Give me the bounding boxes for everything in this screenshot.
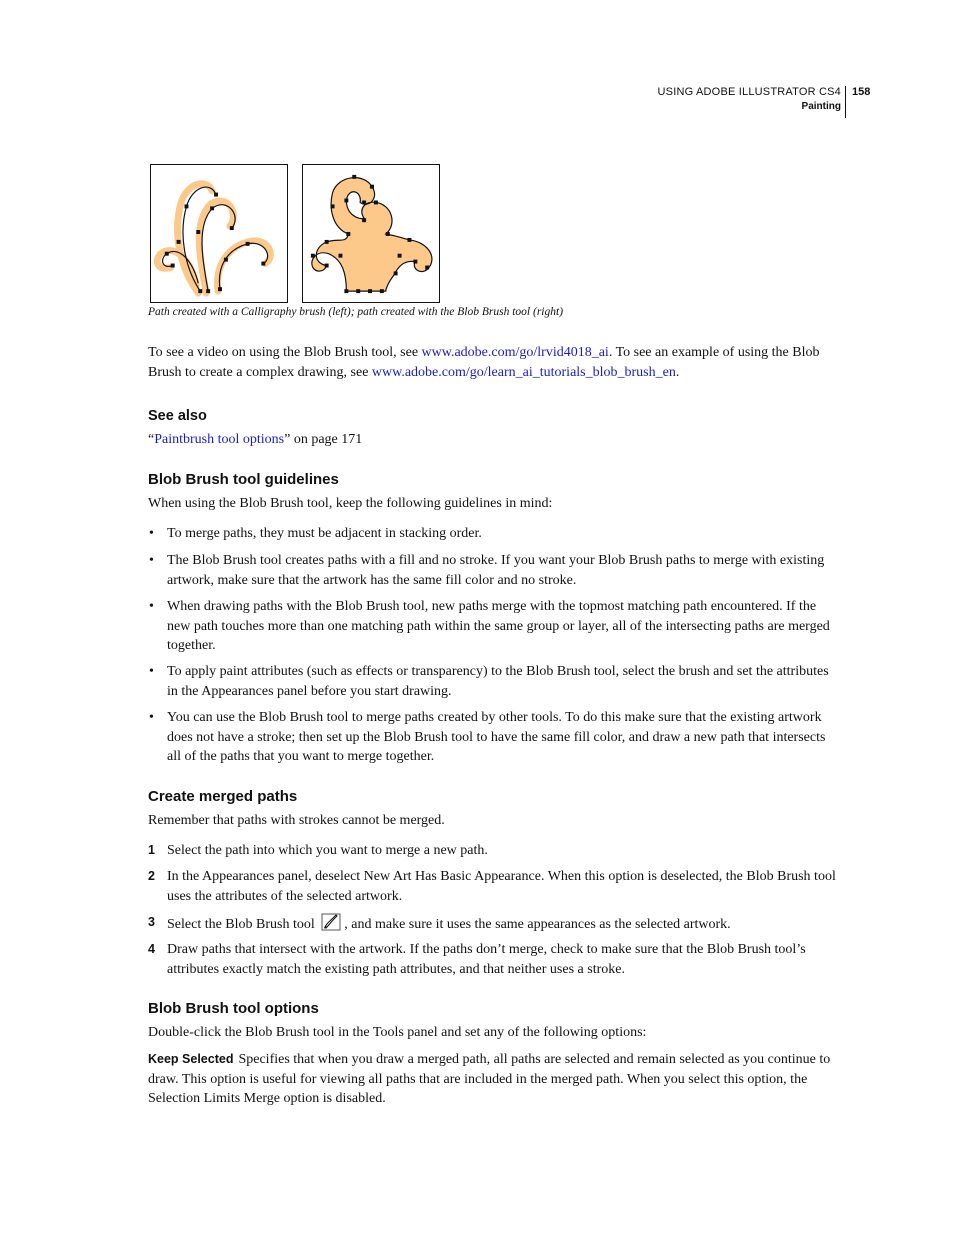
see-also-reference	[148, 430, 840, 450]
step-number: 3	[148, 915, 155, 929]
step-number: 1	[148, 843, 155, 857]
keep-selected-term: Keep Selected	[148, 1052, 234, 1066]
step-text-part: Select the Blob Brush tool	[167, 917, 319, 932]
page-number: 158	[852, 86, 871, 98]
guidelines-heading: Blob Brush tool guidelines	[148, 471, 339, 488]
intro-text-3: .	[675, 365, 680, 380]
bullet-mark: •	[149, 664, 154, 679]
guidelines-intro: When using the Blob Brush tool, keep the following guidelines in mind:	[148, 496, 553, 511]
bullet-mark: •	[149, 599, 154, 614]
step-text	[167, 913, 839, 935]
running-header	[658, 86, 841, 112]
figure-caption: Path created with a Calligraphy brush (left); path created with the Blob Brush tool (right)	[148, 306, 564, 318]
video-link[interactable]: www.adobe.com/go/lrvid4018_ai	[421, 345, 609, 360]
blob-brush-figure	[302, 164, 440, 303]
bullet-mark: •	[149, 526, 154, 541]
list-item-text: When drawing paths with the Blob Brush tool, new paths merge with the topmost matching path encountered. If the new path touches more than one matching path within the same group or layer, all of the intersecting paths are merged together.	[167, 599, 830, 654]
step-number: 2	[148, 869, 155, 883]
merged-paths-heading: Create merged paths	[148, 788, 298, 805]
page-reference: ” on page 171	[284, 432, 363, 447]
video-intro-paragraph	[148, 343, 840, 383]
step-text: In the Appearances panel, deselect New Art Has Basic Appearance. When this option is deselected, the Blob Brush tool uses the attributes of the selected artwork.	[167, 869, 836, 904]
merged-paths-intro: Remember that paths with strokes cannot be merged.	[148, 813, 445, 828]
calligraphy-path-illustration	[151, 165, 287, 302]
list-item-text: To apply paint attributes (such as effects or transparency) to the Blob Brush tool, select the brush and set the attributes in the Appearances panel before you start drawing.	[167, 664, 829, 699]
calligraphy-brush-figure	[150, 164, 288, 303]
options-intro: Double-click the Blob Brush tool in the Tools panel and set any of the following options:	[148, 1025, 647, 1040]
keep-selected-description: Specifies that when you draw a merged path, all paths are selected and remain selected as you continue to draw. This option is useful for viewing all paths that are included in the merged path. When you select this option, the Selection Limits Merge option is disabled.	[148, 1052, 831, 1107]
step-text-part: , and make sure it uses the same appearances as the selected artwork.	[344, 917, 731, 932]
section-title: Painting	[801, 101, 841, 112]
bullet-mark: •	[149, 553, 154, 568]
list-item-text: You can use the Blob Brush tool to merge paths created by other tools. To do this make sure that the existing artwork does not have a stroke; then set up the Blob Brush tool to have the same fill color, and draw a new path that intersects all of the paths that you want to merge together.	[167, 710, 826, 765]
list-item-text: To merge paths, they must be adjacent in stacking order.	[167, 526, 482, 541]
open-quote: “	[148, 432, 155, 447]
blob-brush-path-illustration	[303, 165, 439, 302]
paintbrush-options-link[interactable]: Paintbrush tool options	[154, 432, 285, 447]
header-divider	[845, 86, 846, 118]
blob-brush-tool-icon	[321, 913, 341, 931]
book-title: USING ADOBE ILLUSTRATOR CS4	[657, 86, 841, 98]
keep-selected-option	[148, 1050, 840, 1109]
step-text: Draw paths that intersect with the artwork. If the paths don’t merge, check to make sure that the Blob Brush tool’s attributes exactly match the existing path attributes, and that neither uses a stroke.	[167, 942, 806, 977]
step-text: Select the path into which you want to merge a new path.	[167, 843, 488, 858]
tutorial-link[interactable]: www.adobe.com/go/learn_ai_tutorials_blob_brush_en	[371, 365, 676, 380]
list-item-text: The Blob Brush tool creates paths with a fill and no stroke. If you want your Blob Brush paths to merge with existing artwork, make sure that the artwork has the same fill color and no stroke.	[167, 553, 825, 588]
step-number: 4	[148, 942, 155, 956]
intro-text-2: . To see an example of using the Blob Brush to create a complex drawing, see	[148, 345, 820, 380]
intro-text-1: To see a video on using the Blob Brush tool, see	[148, 345, 422, 360]
bullet-mark: •	[149, 710, 154, 725]
see-also-heading: See also	[148, 408, 207, 424]
options-heading: Blob Brush tool options	[148, 1000, 319, 1017]
